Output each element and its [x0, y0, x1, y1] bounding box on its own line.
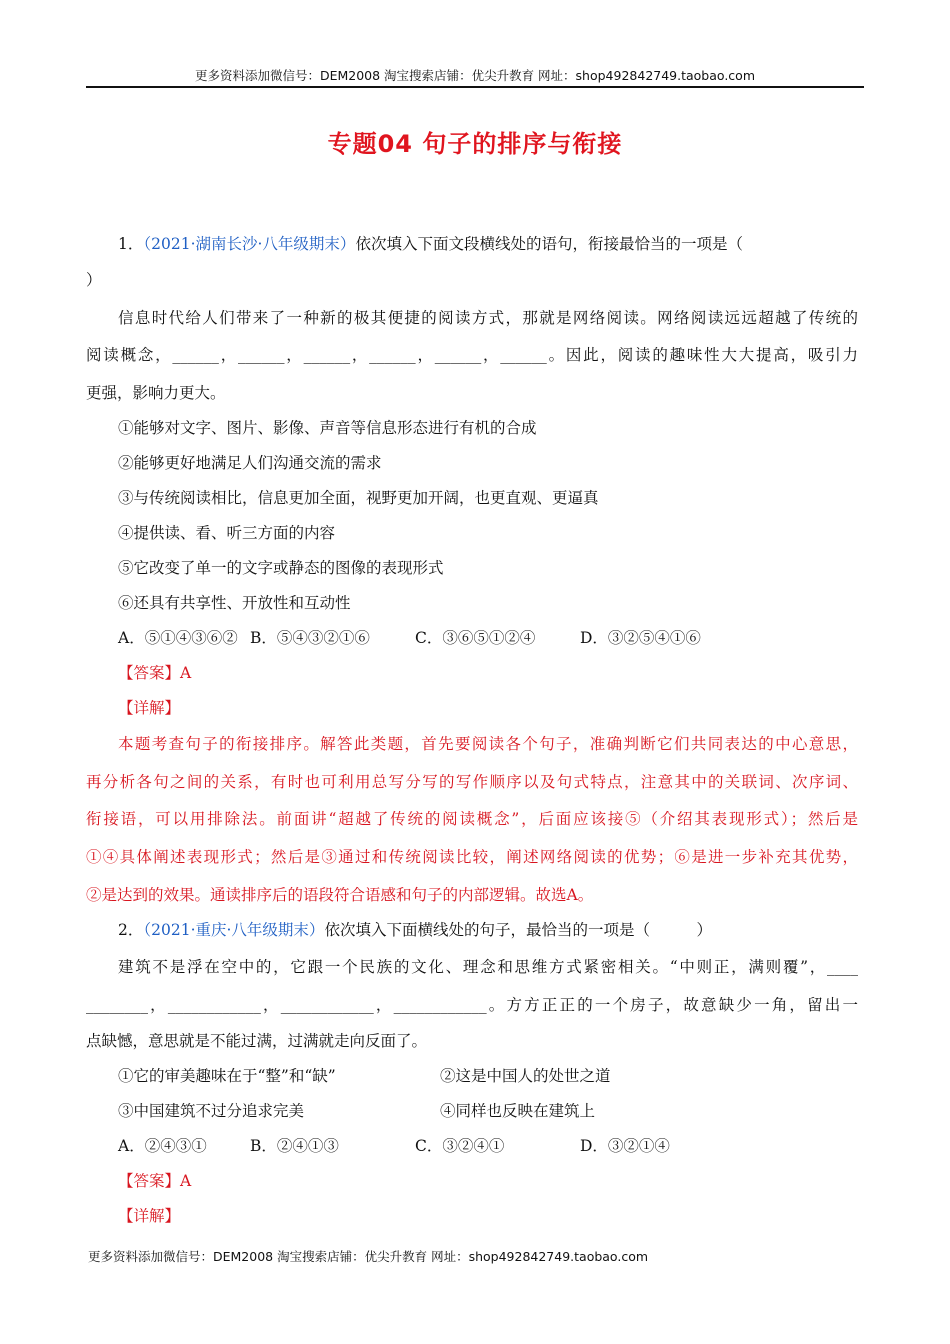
page-footer: 更多资料添加微信号：DEM2008 淘宝搜索店铺：优尖升教育 网址：shop492842749.taobao.com	[88, 1249, 649, 1264]
q1-para-line-2: 阅读概念，______，______，______，______，______，______。因此，阅读的趣味性大大提高，吸引力	[86, 346, 858, 364]
q1-para-line-3: 更强，影响力更大。	[86, 384, 226, 402]
q1-option-d: D．③②⑤④①⑥	[580, 629, 701, 647]
q1-item: ④提供读、看、听三方面的内容	[118, 524, 336, 542]
q2-para-line-2: ________，____________，____________，____________。方方正正的一个房子，故意缺少一角，留出一	[86, 996, 858, 1014]
q2-number: 2．	[118, 921, 144, 939]
q1-option-c: C．③⑥⑤①②④	[415, 629, 536, 647]
q2-para-line-3: 点缺憾，意思就是不能过满，过满就走向反面了。	[86, 1032, 428, 1050]
q2-item-3: ③中国建筑不过分追求完美	[118, 1102, 305, 1120]
q1-explain-line: ②是达到的效果。通读排序后的语段符合语感和句子的内部逻辑。故选A。	[86, 886, 594, 904]
q2-option-a: A．②④③①	[118, 1137, 207, 1155]
q1-item: ①能够对文字、图片、影像、声音等信息形态进行有机的合成	[118, 419, 537, 437]
q2-answer: 【答案】A	[118, 1172, 192, 1190]
q1-explain-line: ①④具体阐述表现形式；然后是③通过和传统阅读比较，阐述网络阅读的优势；⑥是进一步补充其优势，	[86, 848, 858, 866]
q1-explain-line: 再分析各句之间的关系，有时也可利用总写分写的写作顺序以及句式特点，注意其中的关联词、次序词、	[86, 773, 858, 791]
q2-stem: 依次填入下面横线处的句子，最恰当的一项是（ ）	[324, 921, 712, 939]
q1-source: （2021·湖南长沙·八年级期末）	[143, 235, 356, 253]
page-title: 专题04 句子的排序与衔接	[327, 130, 623, 158]
q1-item: ②能够更好地满足人们沟通交流的需求	[118, 454, 382, 472]
q1-item: ⑤它改变了单一的文字或静态的图像的表现形式	[118, 559, 444, 577]
q1-item: ③与传统阅读相比，信息更加全面，视野更加开阔，也更直观、更逼真	[118, 489, 599, 507]
q1-detail-label: 【详解】	[118, 699, 181, 717]
q1-para-line-1: 信息时代给人们带来了一种新的极其便捷的阅读方式，那就是网络阅读。网络阅读远远超越了传统的	[118, 309, 858, 327]
q1-option-b: B．⑤④③②①⑥	[250, 629, 370, 647]
q1-number: 1．	[118, 235, 144, 253]
q1-explain-line: 衔接语，可以用排除法。前面讲“超越了传统的阅读概念”，后面应该接⑤（介绍其表现形式）；然后是	[86, 810, 858, 828]
q1-item: ⑥还具有共享性、开放性和互动性	[118, 594, 351, 612]
q1-stem-end: ）	[86, 271, 102, 289]
q2-option-b: B．②④①③	[250, 1137, 339, 1155]
q2-option-d: D．③②①④	[580, 1137, 670, 1155]
q2-option-c: C．③②④①	[415, 1137, 505, 1155]
q1-explain-line: 本题考查句子的衔接排序。解答此类题，首先要阅读各个句子，准确判断它们共同表达的中心意思，	[118, 735, 858, 753]
q2-item-2: ②这是中国人的处世之道	[440, 1067, 611, 1085]
q2-detail-label: 【详解】	[118, 1207, 181, 1225]
q2-stem-line	[118, 920, 712, 940]
q1-stem: 依次填入下面文段横线处的语句，衔接最恰当的一项是（	[355, 235, 743, 253]
page-header: 更多资料添加微信号：DEM2008 淘宝搜索店铺：优尖升教育 网址：shop492842749.taobao.com	[194, 68, 756, 83]
q1-answer: 【答案】A	[118, 664, 192, 682]
q2-item-1: ①它的审美趣味在于“整”和“缺”	[118, 1067, 336, 1085]
q1-stem-line	[118, 234, 743, 254]
q2-item-4: ④同样也反映在建筑上	[440, 1102, 596, 1120]
header-rule	[86, 86, 864, 88]
q2-source: （2021·重庆·八年级期末）	[143, 921, 325, 939]
q1-option-a: A．⑤①④③⑥②	[118, 629, 238, 647]
q2-para-line-1: 建筑不是浮在空中的，它跟一个民族的文化、理念和思维方式紧密相关。“中则正，满则覆”，____	[118, 958, 858, 976]
